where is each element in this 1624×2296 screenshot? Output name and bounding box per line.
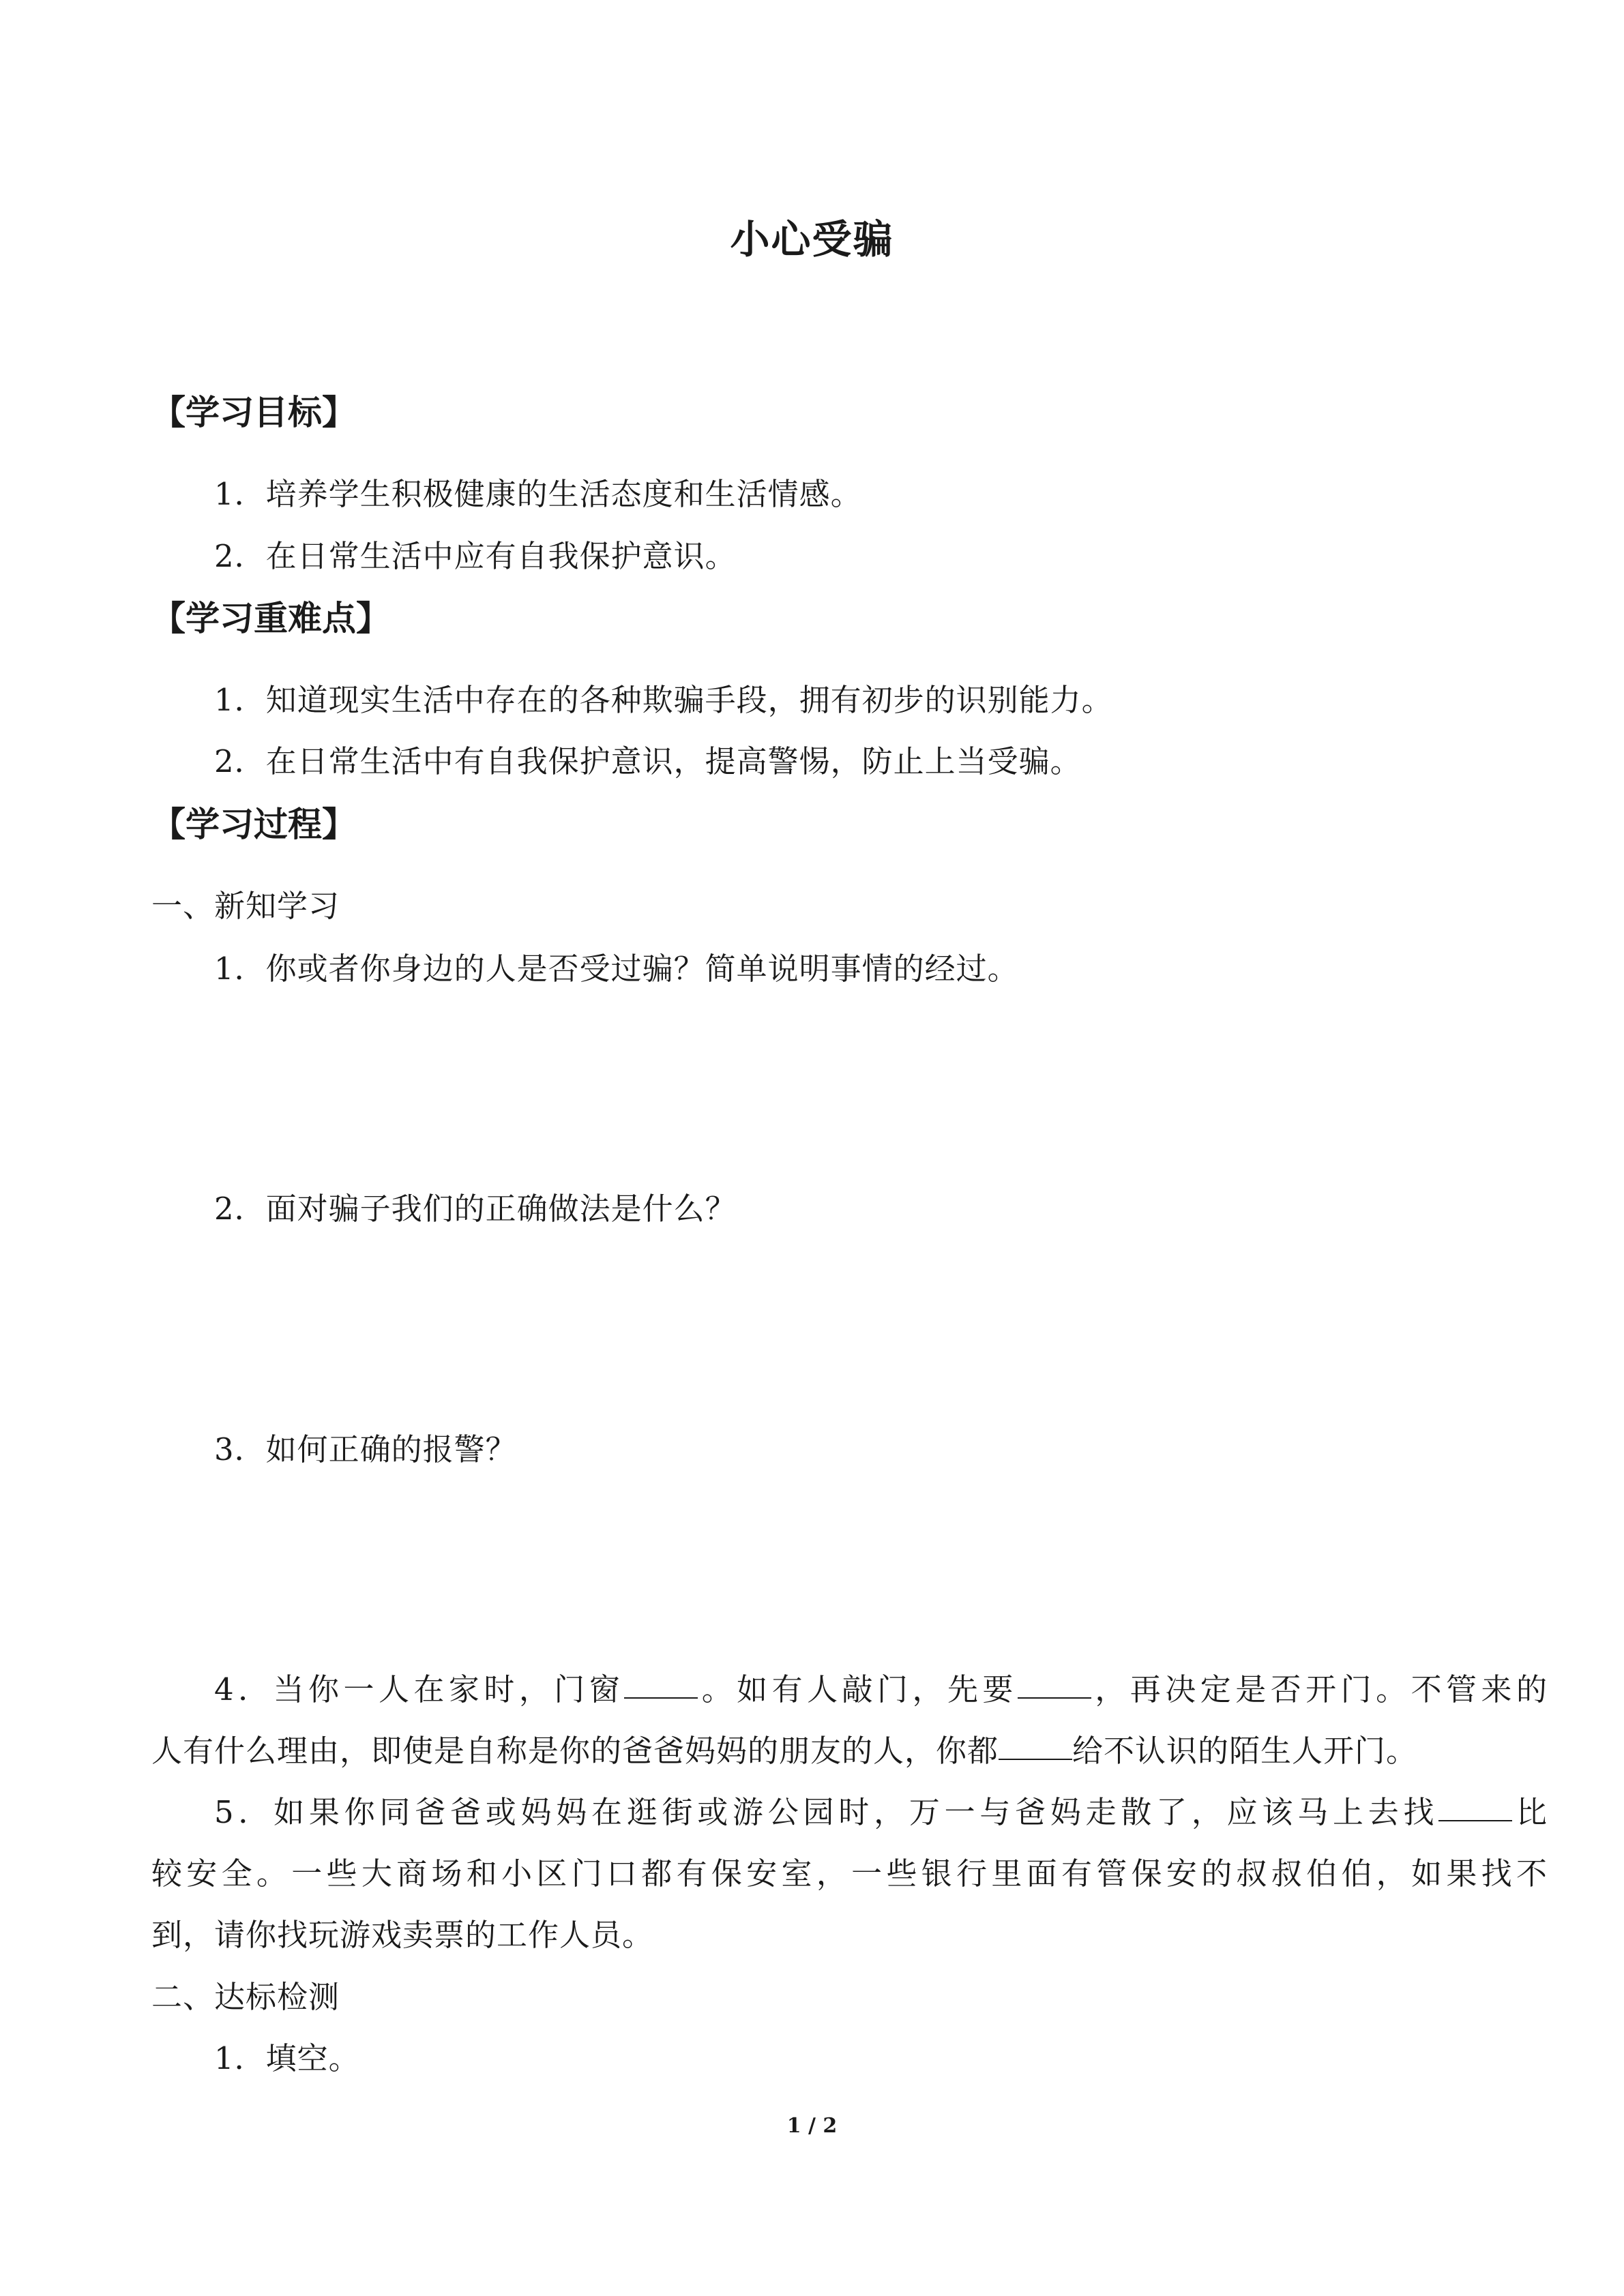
section-heading-process: 【学习过程】 [151, 804, 356, 844]
question-4-text-d: 人有什么理由，即使是自称是你的爸爸妈妈的朋友的人，你都 [151, 1733, 999, 1769]
page-title: 小心受骗 [730, 216, 894, 263]
assessment-question-1: 1．填空。 [214, 2040, 360, 2076]
question-4-line-2 [151, 1733, 1418, 1769]
part-heading-new-knowledge: 一、新知学习 [151, 888, 340, 924]
fill-blank[interactable] [1438, 1819, 1512, 1821]
question-5-text-b: 比 [1512, 1794, 1548, 1830]
question-5-line-2: 较安全。一些大商场和小区门口都有保安室，一些银行里面有管保安的叔叔伯伯，如果找不 [151, 1855, 1548, 1892]
question-4-text-e: 给不认识的陌生人开门。 [1072, 1733, 1418, 1769]
question-5-text-a: 5．如果你同爸爸或妈妈在逛街或游公园时，万一与爸妈走散了，应该马上去找 [214, 1794, 1439, 1830]
part-heading-assessment: 二、达标检测 [151, 1979, 340, 2015]
keypoint-item: 2．在日常生活中有自我保护意识，提高警惕，防止上当受骗。 [214, 743, 1082, 779]
question-2: 2．面对骗子我们的正确做法是什么？ [214, 1191, 737, 1227]
question-5-line-1 [214, 1794, 1548, 1830]
section-heading-goals: 【学习目标】 [151, 392, 356, 432]
question-5-line-3: 到，请你找玩游戏卖票的工作人员。 [151, 1917, 654, 1953]
question-4-text-b: 。如有人敲门，先要 [698, 1671, 1018, 1708]
keypoint-item: 1．知道现实生活中存在的各种欺骗手段，拥有初步的识别能力。 [214, 682, 1113, 718]
goal-item: 2．在日常生活中应有自我保护意识。 [214, 538, 737, 574]
question-4-line-1 [214, 1671, 1548, 1708]
question-4-text-a: 4．当你一人在家时，门窗 [214, 1671, 625, 1708]
page-number: 1 / 2 [786, 2114, 838, 2138]
question-3: 3．如何正确的报警？ [214, 1431, 517, 1467]
fill-blank[interactable] [1018, 1697, 1091, 1699]
fill-blank[interactable] [999, 1758, 1072, 1760]
question-4-text-c: ，再决定是否开门。不管来的 [1091, 1671, 1548, 1708]
question-1: 1．你或者你身边的人是否受过骗？简单说明事情的经过。 [214, 951, 1019, 987]
goal-item: 1．培养学生积极健康的生活态度和生活情感。 [214, 476, 862, 512]
fill-blank[interactable] [624, 1697, 698, 1699]
section-heading-keypoints: 【学习重难点】 [151, 598, 390, 638]
